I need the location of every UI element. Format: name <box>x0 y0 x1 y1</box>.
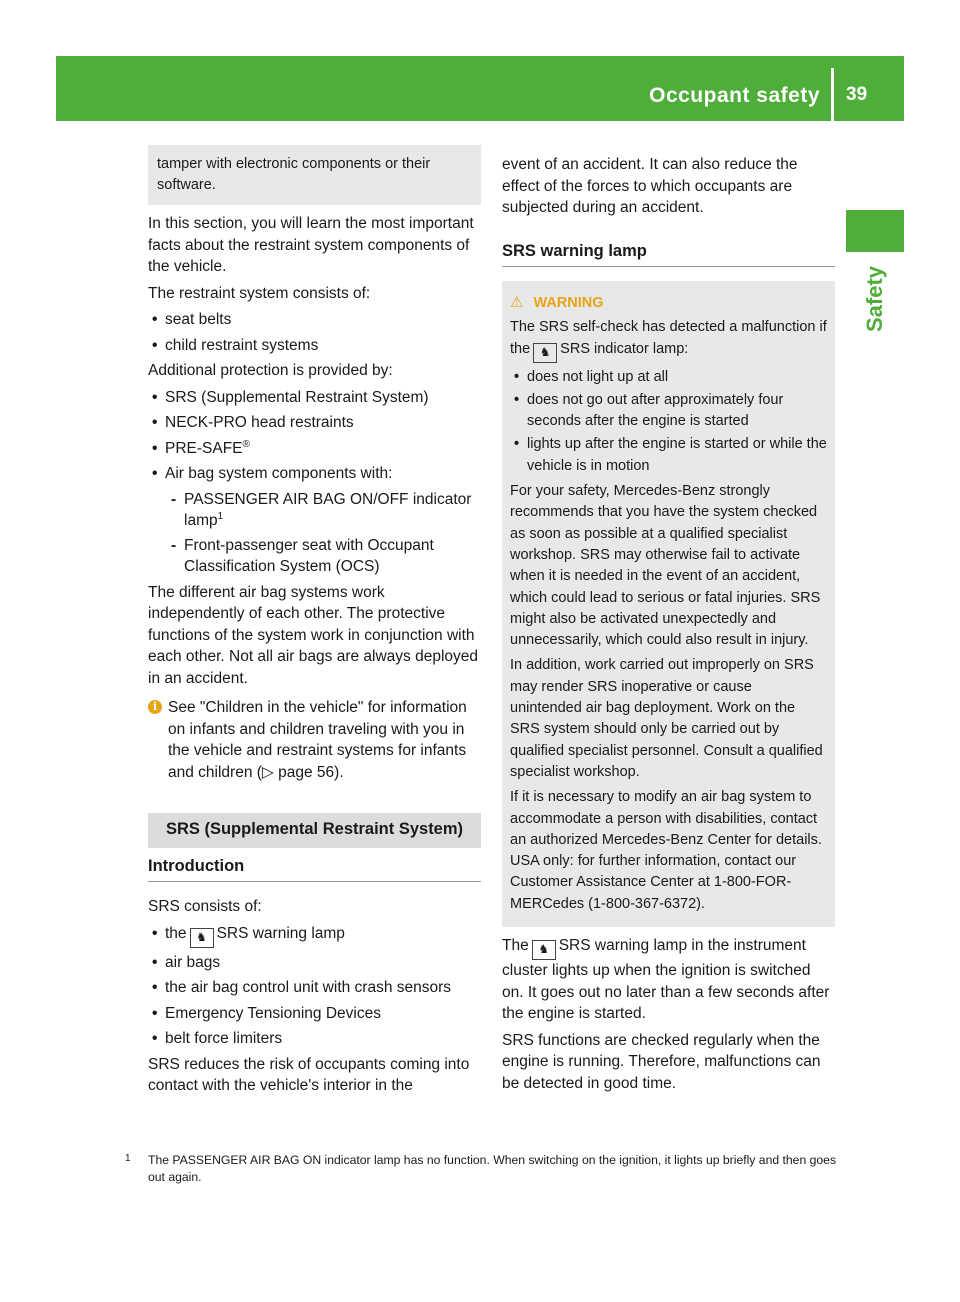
warning-title <box>510 292 827 314</box>
consists-list <box>148 309 481 356</box>
section-heading: SRS (Supplemental Restraint System) <box>148 813 481 848</box>
footnote-ref[interactable]: 1 <box>217 510 224 522</box>
intro-paragraph: In this section, you will learn the most important facts about the restraint system components of the vehicle. <box>148 215 474 275</box>
page-title: Occupant safety <box>649 84 820 107</box>
list-item: • belt force limiters <box>148 1028 481 1050</box>
list-item: • seat belts <box>148 309 481 331</box>
continued-paragraph: event of an accident. It can also reduce the effect of the forces to which occupants are subjected during an accident. <box>502 156 798 216</box>
list-item <box>148 438 481 460</box>
additional-list <box>148 387 481 578</box>
pre-safe-label: PRE-SAFE <box>165 439 243 457</box>
srs-consists-paragraph: SRS consists of: <box>148 898 262 915</box>
info-icon: i <box>148 700 162 714</box>
srs-item-rest: SRS warning lamp <box>216 924 345 942</box>
warning-paragraph: For your safety, Mercedes-Benz strongly recommends that you have the system checked as soon as possible at a qualified specialist workshop. SRS may otherwise fail to activate when it is needed in the event of an accident, which could lead to serious or fatal injuries. SRS might also be activated unexpectedly and unnecessarily, which could also result in injury. <box>510 483 821 649</box>
list-item: • child restraint systems <box>148 335 481 357</box>
different-paragraph: The different air bag systems work independently of each other. The protective functions of the system work in conjunction with each other. Not all air bags are always deployed in an accident. <box>148 583 479 687</box>
lamp-paragraph <box>502 935 835 1025</box>
airbag-label: Air bag system components with: <box>165 465 393 482</box>
srs-list <box>148 923 481 1050</box>
srs-reduces-paragraph: SRS reduces the risk of occupants coming into contact with the vehicle's interior in the <box>148 1055 470 1094</box>
introduction-heading: Introduction <box>148 848 481 883</box>
list-item <box>148 463 481 578</box>
footnote-text: The PASSENGER AIR BAG ON indicator lamp has no function. When switching on the ignition, it lights up briefly and then goes out again. <box>148 1153 837 1184</box>
warning-paragraph: In addition, work carried out improperly on SRS may render SRS inoperative or cause unintended air bag deployment. Work on the SRS system should only be carried out by qualified specialist personnel. Consult a qualified specialist workshop. <box>510 657 823 780</box>
srs-item-lead: the <box>165 924 187 942</box>
sub-list-item: - Front-passenger seat with Occupant Classification System (OCS) <box>165 535 481 578</box>
side-tab <box>851 259 899 339</box>
footnote-number: 1 <box>125 1153 131 1164</box>
warning-intro <box>510 317 827 362</box>
list-item: • SRS (Supplemental Restraint System) <box>148 387 481 409</box>
page-number: 39 <box>846 84 868 105</box>
sub-item-text: PASSENGER AIR BAG ON/OFF indicator lamp <box>184 490 472 529</box>
srs-indicator-icon: ♞ <box>190 928 214 948</box>
warning-paragraph: If it is necessary to modify an air bag system to accommodate a person with disabilities, contact an authorized Mercedes-Benz Center for details. USA only: for further information, contact our Customer Assistance Center at 1-800-FOR-MERCedes (1-800-367-6372). <box>510 789 822 912</box>
consists-paragraph: The restraint system consists of: <box>148 284 371 302</box>
list-item: • Emergency Tensioning Devices <box>148 1003 481 1025</box>
warning-intro-a: The SRS self-check has detected a malfunction if the <box>510 319 827 357</box>
lamp-lead: The <box>502 937 529 955</box>
side-tab-label: Safety <box>862 265 887 333</box>
list-item: • does not light up at all <box>510 367 827 388</box>
registered-mark: ® <box>242 438 250 450</box>
lamp-rest: SRS warning lamp in the instrument cluster lights up when the ignition is switched on. It goes out no later than a few seconds after the engine is started. <box>502 937 830 1023</box>
srs-warning-heading: SRS warning lamp <box>502 233 835 268</box>
left-column <box>148 145 481 1102</box>
additional-paragraph: Additional protection is provided by: <box>148 362 393 379</box>
warning-list <box>510 367 827 477</box>
sub-list-item <box>165 489 481 532</box>
srs-indicator-icon: ♞ <box>533 343 557 363</box>
right-column <box>502 154 835 1099</box>
header-divider <box>831 68 834 121</box>
warning-box <box>502 281 835 927</box>
list-item: • air bags <box>148 952 481 974</box>
srs-indicator-icon: ♞ <box>532 940 556 960</box>
info-note <box>148 697 481 783</box>
continued-note-box: tamper with electronic components or their software. <box>148 145 481 205</box>
warning-intro-b: SRS indicator lamp: <box>560 340 689 357</box>
list-item <box>148 923 481 948</box>
warning-label: WARNING <box>533 295 604 311</box>
list-item: • the air bag control unit with crash sensors <box>148 977 481 999</box>
info-text: See "Children in the vehicle" for information on infants and children traveling with you in the vehicle and restraint systems for infants and children (▷ page 56). <box>168 699 467 781</box>
list-item: • lights up after the engine is started or while the vehicle is in motion <box>510 434 827 477</box>
list-item: • NECK-PRO head restraints <box>148 412 481 434</box>
footnote <box>125 1152 838 1186</box>
checked-paragraph: SRS functions are checked regularly when the engine is running. Therefore, malfunctions can be detected in good time. <box>502 1031 821 1092</box>
warning-triangle-icon: ⚠ <box>510 294 524 311</box>
airbag-sub-list <box>165 489 481 578</box>
list-item: • does not go out after approximately four seconds after the engine is started <box>510 390 827 433</box>
side-marker <box>846 210 904 252</box>
